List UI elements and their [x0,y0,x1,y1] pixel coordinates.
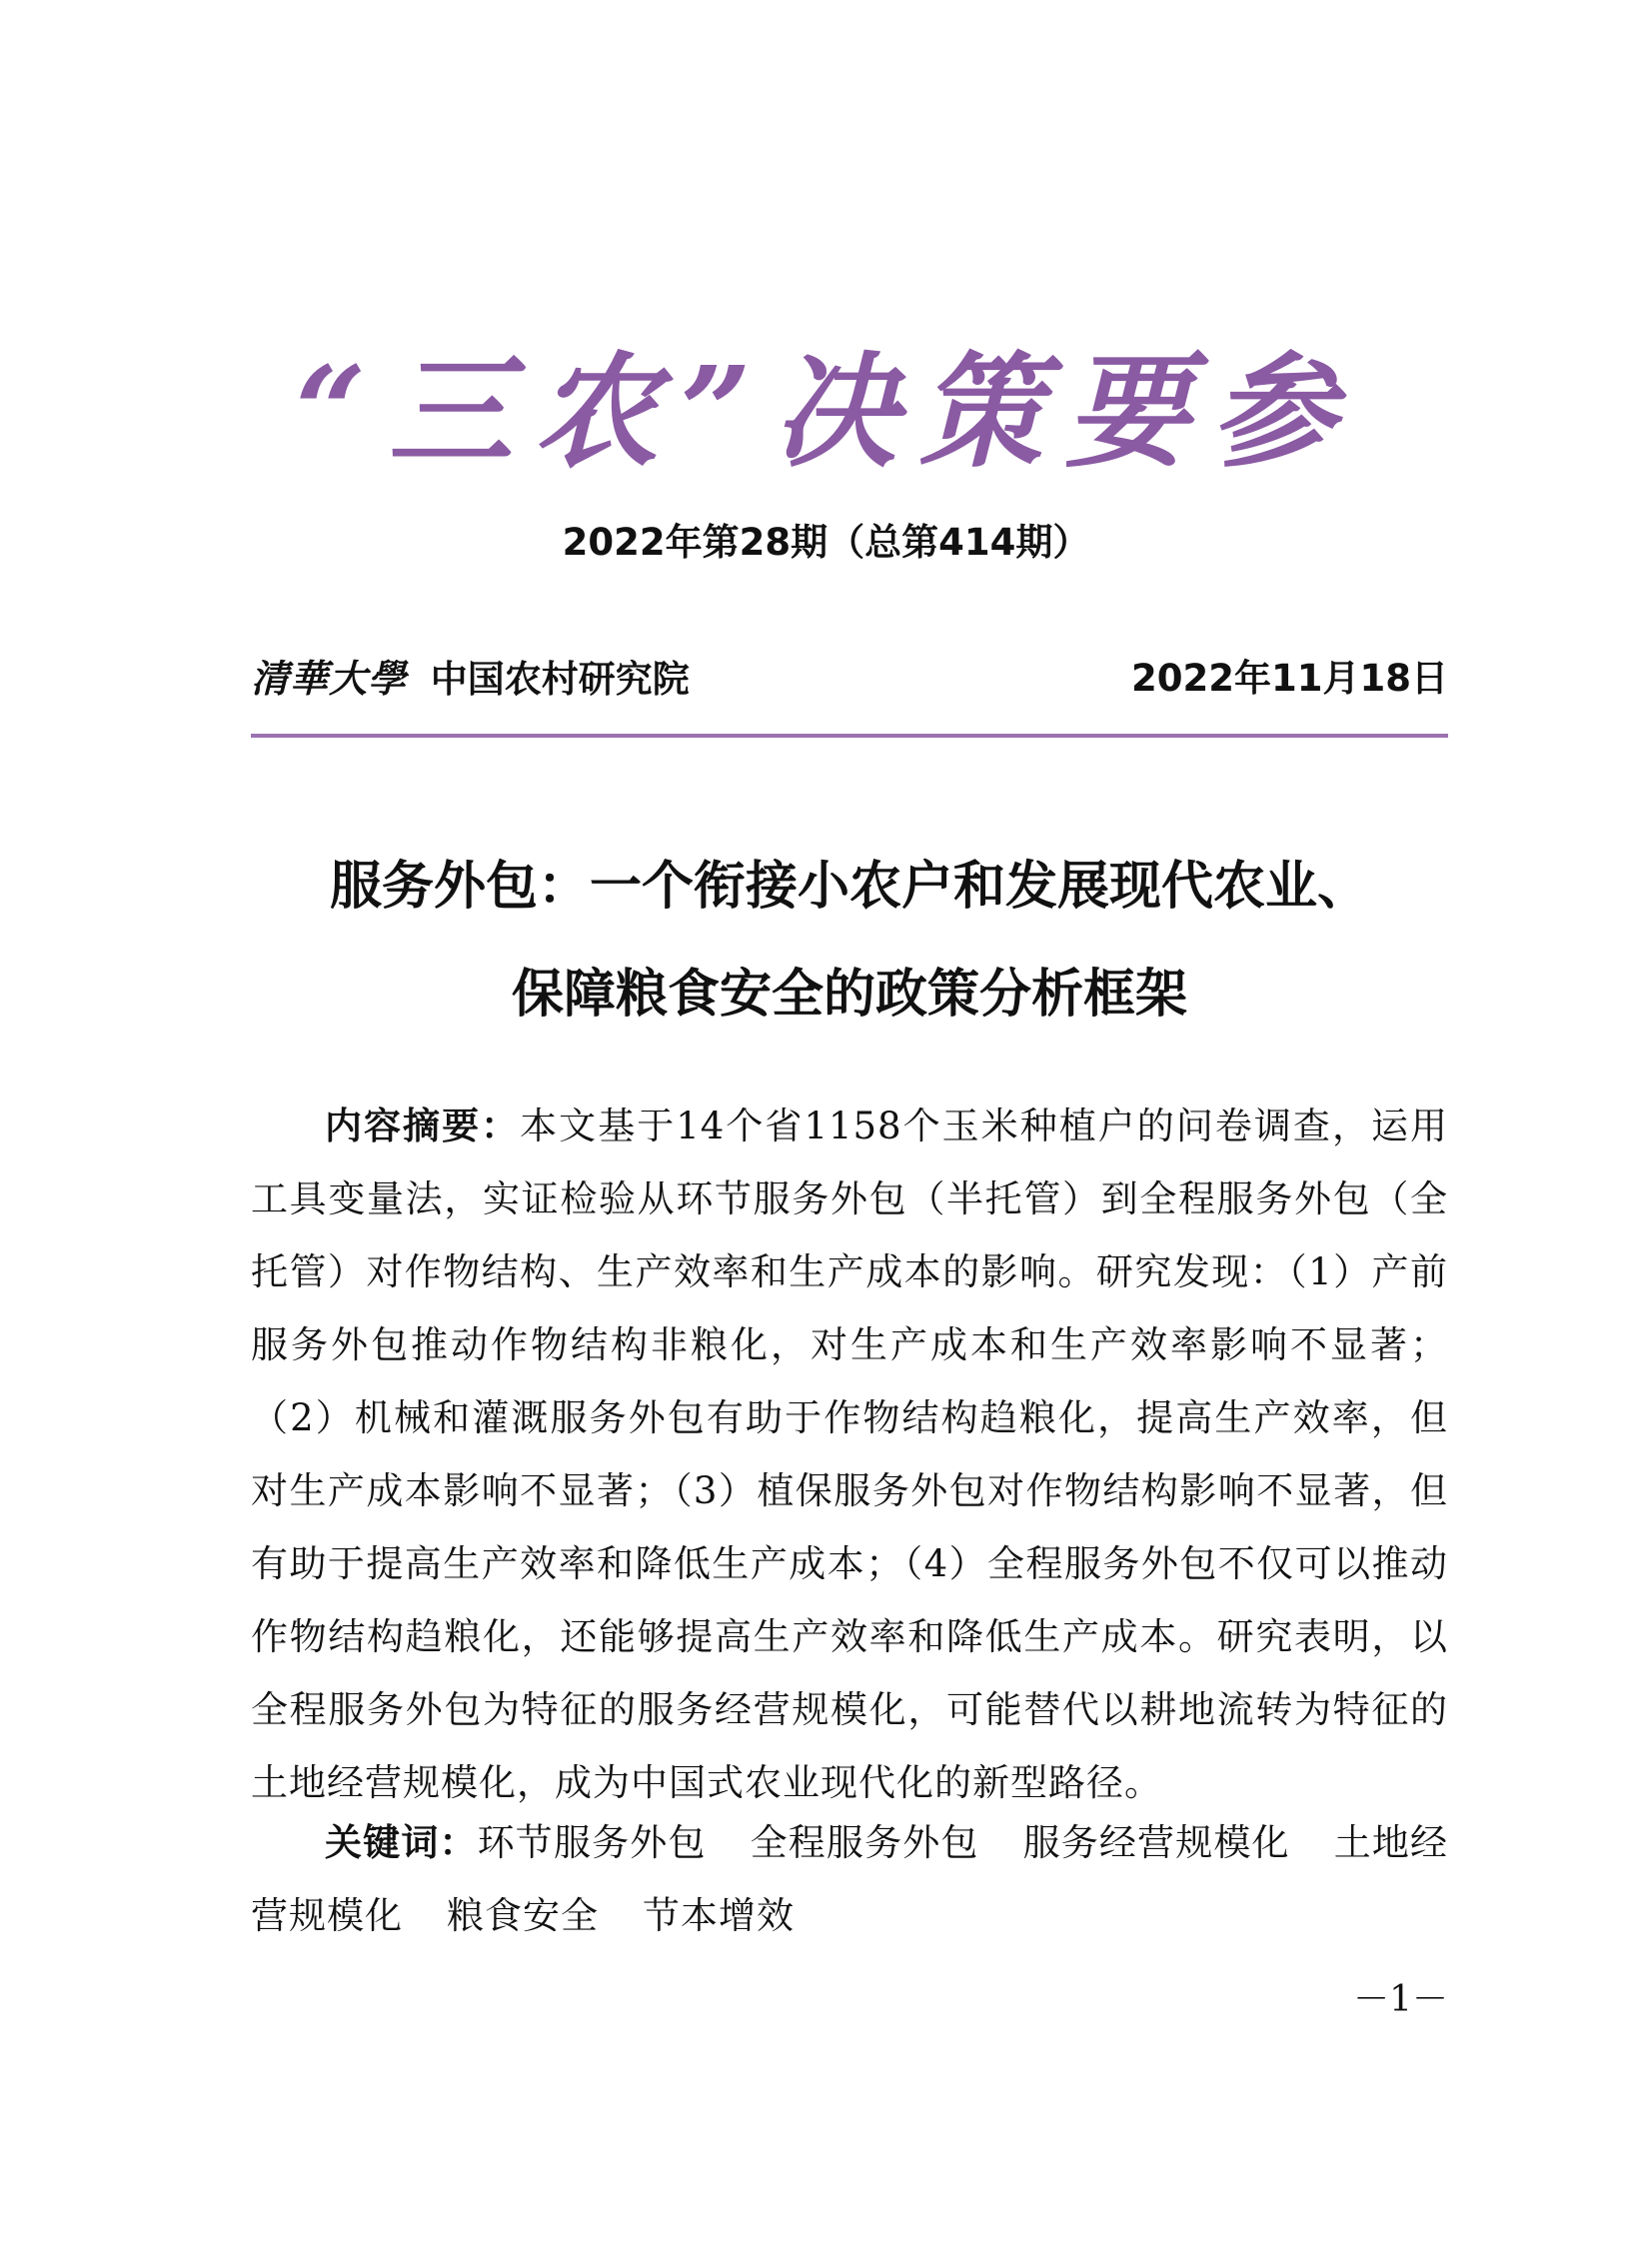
publisher [251,652,690,707]
article-title-line-2: 保障粮食安全的政策分析框架 [511,965,1187,1025]
university-name: 清華大學 [251,656,408,701]
article-title [230,833,1469,1049]
keyword-item: 服务经营规模化 [1022,1821,1290,1864]
publication-date: 2022年11月18日 [1131,657,1448,700]
page-number: －1－ [1353,1979,1448,2020]
article-title-line-1: 服务外包：一个衔接小农户和发展现代农业、 [329,857,1369,917]
header-divider [251,734,1448,738]
abstract-paragraph [251,1090,1448,1819]
keyword-item: 粮食安全 [447,1894,599,1937]
institute-name: 中国农村研究院 [430,658,690,701]
keyword-item: 土地经营规模化 [251,1821,1449,1937]
keywords-label: 关键词： [325,1821,478,1864]
keyword-item: 环节服务外包 [477,1821,707,1864]
abstract-label: 内容摘要： [325,1105,521,1147]
masthead-title: “三农”决策要参 [295,340,1357,485]
keywords-paragraph [251,1806,1448,1952]
issue-number: 2022年第28期（总第414期） [562,521,1090,564]
keyword-item: 全程服务外包 [750,1821,979,1864]
abstract-text: 本文基于14个省1158个玉米种植户的问卷调查，运用工具变量法，实证检验从环节服务外包（半托管）到全程服务外包（全托管）对作物结构、生产效率和生产成本的影响。研究发现：（1）产前服务外包推动作物结构非粮化，对生产成本和生产效率影响不显著；（2）机械和灌溉服务外包有助于作物结构趋粮化，提高生产效率，但对生产成本影响不显著；（3）植保服务外包对作物结构影响不显著，但有助于提高生产效率和降低生产成本；（4）全程服务外包不仅可以推动作物结构趋粮化，还能够提高生产效率和降低生产成本。研究表明，以全程服务外包为特征的服务经营规模化，可能替代以耕地流转为特征的土地经营规模化，成为中国式农业现代化的新型路径。 [251,1105,1449,1804]
keyword-item: 节本增效 [643,1894,795,1937]
